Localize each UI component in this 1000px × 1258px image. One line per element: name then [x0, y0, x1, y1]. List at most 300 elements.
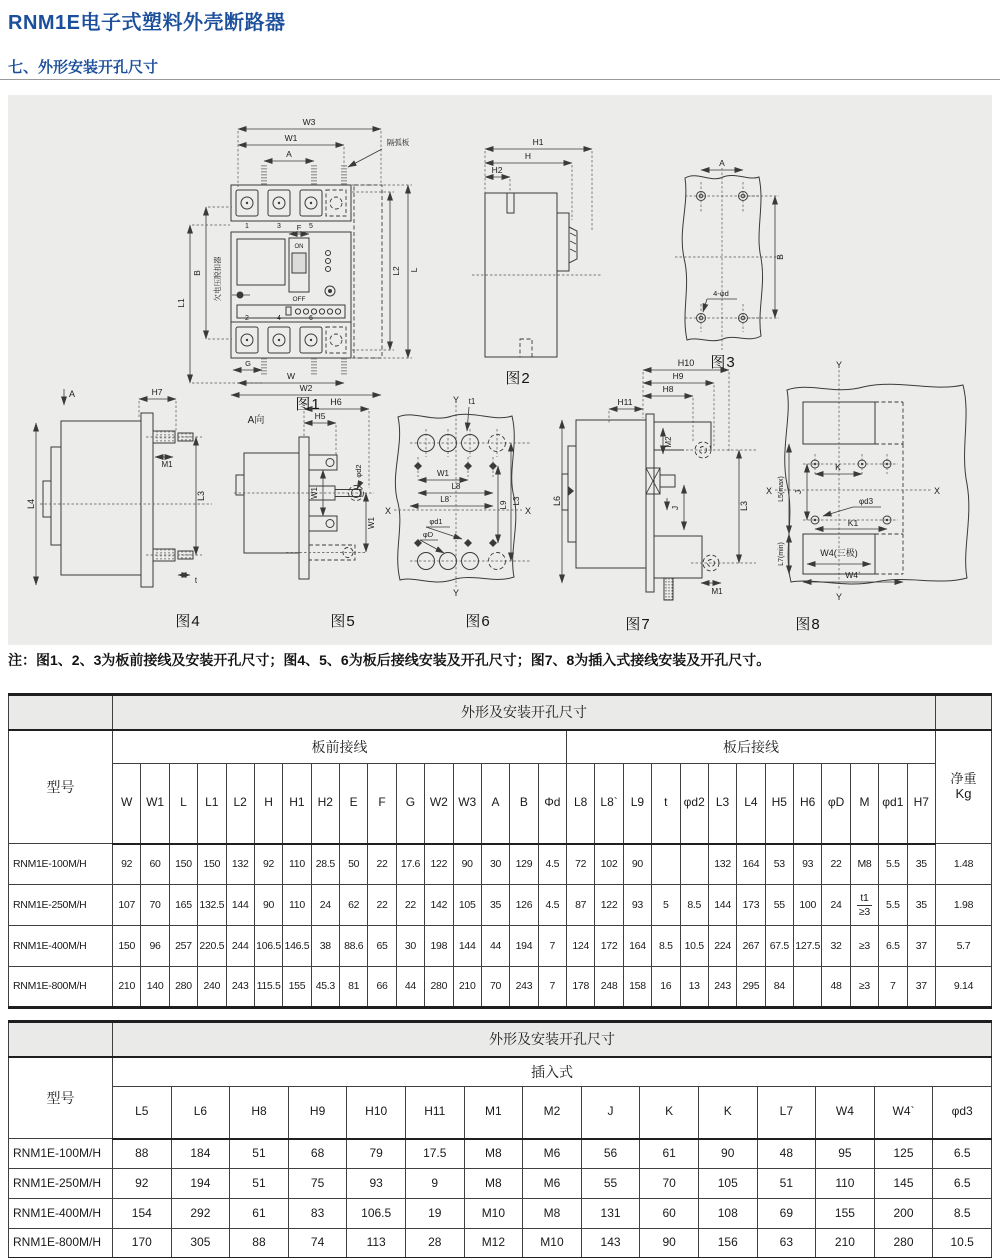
dim-label: H — [524, 151, 532, 161]
dim-value: 22 — [368, 885, 396, 926]
table2-title-row — [9, 1022, 992, 1057]
dim-label: A — [286, 149, 292, 159]
table1-title: 外形及安装开孔尺寸 — [113, 695, 936, 730]
model-name: RNM1E-400M/H — [9, 1199, 113, 1229]
dim-value: 107 — [113, 885, 141, 926]
dim-label: W4(三极) — [820, 548, 858, 558]
dim-label: J — [670, 505, 680, 511]
column-header: G — [396, 764, 424, 844]
figure-6-caption: 图6 — [465, 613, 491, 630]
column-header: H10 — [347, 1087, 406, 1139]
model-name: RNM1E-100M/H — [9, 1139, 113, 1169]
column-header: K — [640, 1087, 699, 1139]
dim-value: 32 — [822, 926, 850, 967]
dim-value: 92 — [113, 1169, 172, 1199]
dim-value: M6 — [523, 1139, 582, 1169]
column-header: φd3 — [933, 1087, 992, 1139]
column-header: W4 — [816, 1087, 875, 1139]
model-name: RNM1E-800M/H — [9, 967, 113, 1008]
dim-value: 122 — [595, 885, 623, 926]
column-header: H8 — [230, 1087, 289, 1139]
dimension-table-front-rear — [8, 693, 992, 1009]
dim-value: M6 — [523, 1169, 582, 1199]
group-rear-wiring: 板后接线 — [567, 730, 936, 764]
dim-value: 55 — [765, 885, 793, 926]
dim-value: 9 — [405, 1169, 464, 1199]
dim-value: 4.5 — [538, 844, 566, 885]
column-header: H7 — [907, 764, 936, 844]
column-header: M1 — [464, 1087, 523, 1139]
view-label: A向 — [247, 415, 265, 426]
dim-label: L3 — [196, 490, 206, 502]
dim-label: W1 — [437, 469, 449, 478]
axis-label: X — [524, 506, 532, 516]
dim-label: L7(min) — [778, 542, 785, 566]
drawing-panel — [8, 95, 992, 645]
dim-label: M1 — [161, 460, 173, 469]
dim-value: M8 — [523, 1199, 582, 1229]
dim-value: 93 — [794, 844, 822, 885]
weight-value: 1.48 — [936, 844, 992, 885]
dim-value: 35 — [907, 885, 936, 926]
dim-value: 110 — [816, 1169, 875, 1199]
dim-value: 79 — [347, 1139, 406, 1169]
corner-blank-right — [936, 695, 992, 730]
data-row — [9, 1139, 992, 1169]
dim-value: 144 — [226, 885, 254, 926]
dim-value: 8.5 — [680, 885, 708, 926]
dim-value: 35 — [481, 885, 509, 926]
weight-label-line2: Kg — [955, 785, 972, 801]
table1-body — [9, 844, 992, 1008]
dim-value: 70 — [640, 1169, 699, 1199]
dim-value: 16 — [652, 967, 680, 1008]
table2-body — [9, 1139, 992, 1258]
divider-line — [0, 79, 1000, 80]
dim-value: 295 — [737, 967, 765, 1008]
dim-value: 131 — [581, 1199, 640, 1229]
dim-value: 65 — [368, 926, 396, 967]
hole-callout: φd3 — [858, 497, 874, 506]
dim-value: 173 — [737, 885, 765, 926]
model-name: RNM1E-100M/H — [9, 844, 113, 885]
dim-value: 248 — [595, 967, 623, 1008]
dim-value — [794, 967, 822, 1008]
dim-value: 37 — [907, 926, 936, 967]
dim-value: 150 — [198, 844, 226, 885]
figure-3-drawing — [663, 150, 793, 375]
dim-value: 280 — [169, 967, 197, 1008]
model-name: RNM1E-800M/H — [9, 1229, 113, 1258]
dim-label: B — [775, 254, 785, 260]
dim-label: L6 — [552, 495, 562, 507]
dim-value: 45.3 — [311, 967, 339, 1008]
dim-value: 194 — [510, 926, 538, 967]
dim-value: 51 — [230, 1139, 289, 1169]
corner-blank — [9, 1022, 113, 1057]
model-column-header: 型号 — [9, 730, 113, 844]
dim-value: 126 — [510, 885, 538, 926]
dim-value: 60 — [141, 844, 169, 885]
dim-label: φd2 — [354, 464, 363, 478]
dim-value: 5.5 — [879, 885, 907, 926]
dim-value: 90 — [698, 1139, 757, 1169]
weight-value: 5.7 — [936, 926, 992, 967]
dim-label: H7 — [151, 387, 163, 397]
column-header: L5 — [113, 1087, 172, 1139]
dim-value: 72 — [567, 844, 595, 885]
dim-value: 155 — [816, 1199, 875, 1229]
dim-label: J — [793, 489, 803, 495]
dim-label: t1 — [468, 397, 476, 406]
model-name: RNM1E-400M/H — [9, 926, 113, 967]
dim-label: A — [719, 158, 725, 168]
column-header: L — [169, 764, 197, 844]
column-header: B — [510, 764, 538, 844]
dim-label: L5(max) — [778, 476, 785, 502]
dim-value: 292 — [171, 1199, 230, 1229]
dim-value: 92 — [113, 844, 141, 885]
dim-value: 144 — [453, 926, 481, 967]
dim-value: 140 — [141, 967, 169, 1008]
dim-value: 155 — [283, 967, 311, 1008]
table1-column-letters — [9, 764, 992, 844]
weight-column-header — [936, 730, 992, 844]
dim-value: 6.5 — [933, 1169, 992, 1199]
pole-number: 2 — [245, 315, 249, 322]
dim-value: 7 — [538, 967, 566, 1008]
dim-label: W1 — [284, 133, 298, 143]
axis-label: X — [384, 506, 392, 516]
figure-3-caption: 图3 — [710, 354, 736, 371]
dim-value: 83 — [288, 1199, 347, 1229]
dim-value: 28 — [405, 1229, 464, 1258]
dim-value: 4.5 — [538, 885, 566, 926]
dim-label: M1 — [711, 587, 723, 596]
dim-value: 90 — [640, 1229, 699, 1258]
column-header: Φd — [538, 764, 566, 844]
dim-value: 132 — [708, 844, 736, 885]
dim-value: M10 — [523, 1229, 582, 1258]
table2-column-letters — [9, 1087, 992, 1139]
dim-value: 6.5 — [933, 1139, 992, 1169]
page-title: RNM1E电子式塑料外壳断路器 — [8, 12, 286, 34]
column-header: L8` — [595, 764, 623, 844]
off-label: OFF — [292, 296, 306, 303]
dim-value: 61 — [640, 1139, 699, 1169]
figure-5-caption: 图5 — [330, 613, 356, 630]
figure-5-drawing — [226, 393, 376, 598]
dim-value: 194 — [171, 1169, 230, 1199]
hole-callout: φd1 — [429, 517, 443, 526]
dim-label: H6 — [330, 397, 342, 407]
dim-value: 280 — [425, 967, 453, 1008]
dim-value: 38 — [311, 926, 339, 967]
column-header: L2 — [226, 764, 254, 844]
dim-value: 210 — [113, 967, 141, 1008]
column-header: K — [698, 1087, 757, 1139]
table2-group-row — [9, 1057, 992, 1087]
dim-value: 257 — [169, 926, 197, 967]
dim-value: 132 — [226, 844, 254, 885]
figure-6-drawing — [380, 393, 545, 598]
dim-value: 48 — [822, 967, 850, 1008]
dim-value: 172 — [595, 926, 623, 967]
dim-value — [652, 844, 680, 885]
dim-value: 19 — [405, 1199, 464, 1229]
column-header: φd1 — [879, 764, 907, 844]
dim-value: 66 — [368, 967, 396, 1008]
column-header: A — [481, 764, 509, 844]
pole-number: 4 — [277, 315, 281, 322]
dim-value: 44 — [396, 967, 424, 1008]
data-row — [9, 1199, 992, 1229]
dim-label: H8 — [662, 384, 674, 394]
weight-value: 1.98 — [936, 885, 992, 926]
figure-4-caption: 图4 — [175, 613, 201, 630]
dim-value — [680, 844, 708, 885]
dim-label: W1 — [367, 517, 376, 529]
dim-value: 146.5 — [283, 926, 311, 967]
dim-label: H9 — [672, 371, 684, 381]
dim-label: K1 — [847, 518, 859, 528]
dim-value: 53 — [765, 844, 793, 885]
figure-7-drawing — [551, 358, 766, 603]
dim-label: L9 — [499, 500, 508, 510]
dim-value: ≥3 — [850, 926, 878, 967]
dim-value: 110 — [283, 844, 311, 885]
dim-value: M8 — [464, 1139, 523, 1169]
on-label: ON — [294, 244, 304, 250]
dim-label: H1 — [532, 137, 544, 147]
dim-value: 145 — [874, 1169, 933, 1199]
figure-7-caption: 图7 — [625, 616, 651, 633]
dim-label: L — [409, 267, 419, 273]
dim-value: 7 — [879, 967, 907, 1008]
dim-label: W4` — [845, 570, 861, 580]
dim-value: 93 — [347, 1169, 406, 1199]
pole-number: 5 — [309, 223, 313, 230]
dim-value: 44 — [481, 926, 509, 967]
dim-value: 184 — [171, 1139, 230, 1169]
column-header: H5 — [765, 764, 793, 844]
dim-value: 115.5 — [254, 967, 282, 1008]
dim-value: 156 — [698, 1229, 757, 1258]
dim-value: 90 — [623, 844, 651, 885]
column-header: L3 — [708, 764, 736, 844]
dim-value: 244 — [226, 926, 254, 967]
dim-value: 62 — [340, 885, 368, 926]
data-row — [9, 885, 992, 926]
dim-value: 5 — [652, 885, 680, 926]
section-title: 七、外形安装开孔尺寸 — [8, 59, 159, 76]
dim-value: 92 — [254, 844, 282, 885]
dim-value: 210 — [453, 967, 481, 1008]
dim-label: t — [194, 576, 198, 585]
figure-8-drawing — [763, 358, 998, 603]
dim-value: 102 — [595, 844, 623, 885]
dim-value: 22 — [822, 844, 850, 885]
weight-label-line1: 净重 — [950, 770, 977, 786]
data-row — [9, 926, 992, 967]
group-plugin: 插入式 — [113, 1057, 992, 1087]
column-header: H — [254, 764, 282, 844]
dimension-table-plugin — [8, 1020, 992, 1258]
dim-value: 74 — [288, 1229, 347, 1258]
dim-value: 37 — [907, 967, 936, 1008]
figure-2-caption: 图2 — [505, 370, 531, 387]
table2-title: 外形及安装开孔尺寸 — [113, 1022, 992, 1057]
dim-value: 150 — [113, 926, 141, 967]
axis-label: Y — [835, 360, 843, 370]
dim-value: 30 — [396, 926, 424, 967]
dim-label: L2 — [391, 266, 401, 276]
dim-value: 105 — [698, 1169, 757, 1199]
dim-label: H11 — [617, 397, 633, 407]
dim-value: 70 — [141, 885, 169, 926]
dim-value: 280 — [874, 1229, 933, 1258]
dim-value: 70 — [481, 967, 509, 1008]
dim-label: W2 — [299, 383, 313, 393]
dim-value: 55 — [581, 1169, 640, 1199]
column-header: φD — [822, 764, 850, 844]
dim-value: 164 — [737, 844, 765, 885]
axis-label: Y — [452, 588, 460, 598]
dim-value: 158 — [623, 967, 651, 1008]
dim-label: H10 — [677, 358, 695, 368]
dim-label: L8 — [451, 482, 461, 491]
dim-label: H2 — [491, 165, 503, 175]
column-header: F — [368, 764, 396, 844]
dim-value: 88.6 — [340, 926, 368, 967]
column-header: W2 — [425, 764, 453, 844]
axis-label: Y — [835, 592, 843, 602]
column-header: H2 — [311, 764, 339, 844]
column-header: H11 — [405, 1087, 464, 1139]
dim-value: 68 — [288, 1139, 347, 1169]
column-header: t — [652, 764, 680, 844]
dim-value: 124 — [567, 926, 595, 967]
dim-value: 127.5 — [794, 926, 822, 967]
figure-8-caption: 图8 — [795, 616, 821, 633]
data-row — [9, 967, 992, 1008]
dim-value: 267 — [737, 926, 765, 967]
dim-value: 129 — [510, 844, 538, 885]
column-header: φd2 — [680, 764, 708, 844]
dim-value: 69 — [757, 1199, 816, 1229]
column-header: H1 — [283, 764, 311, 844]
dim-value: 81 — [340, 967, 368, 1008]
weight-value: 9.14 — [936, 967, 992, 1008]
dim-value: 154 — [113, 1199, 172, 1229]
dim-value: 51 — [230, 1169, 289, 1199]
dim-label: K — [835, 462, 841, 472]
dim-value: 90 — [254, 885, 282, 926]
dim-value: 144 — [708, 885, 736, 926]
dim-value: 28.5 — [311, 844, 339, 885]
column-header: W3 — [453, 764, 481, 844]
dim-value: 87 — [567, 885, 595, 926]
dim-value: 7 — [538, 926, 566, 967]
dim-label: L8` — [440, 495, 452, 504]
axis-label: X — [933, 486, 941, 496]
dim-value: 243 — [708, 967, 736, 1008]
dim-value: 88 — [113, 1139, 172, 1169]
column-header: J — [581, 1087, 640, 1139]
model-name: RNM1E-250M/H — [9, 1169, 113, 1199]
table1-group-row — [9, 730, 992, 764]
dim-value: 60 — [640, 1199, 699, 1229]
figure-4-drawing — [26, 383, 221, 598]
dim-value: 125 — [874, 1139, 933, 1169]
dim-value: 220.5 — [198, 926, 226, 967]
dim-value: 142 — [425, 885, 453, 926]
dim-value: 113 — [347, 1229, 406, 1258]
dim-value: 17.6 — [396, 844, 424, 885]
dim-value: 178 — [567, 967, 595, 1008]
column-header: E — [340, 764, 368, 844]
dim-value: M10 — [464, 1199, 523, 1229]
column-header: W — [113, 764, 141, 844]
column-header: W1 — [141, 764, 169, 844]
note-text: 注：图1、2、3为板前接线及安装开孔尺寸；图4、5、6为板后接线安装及开孔尺寸；图7、8为插入式接线安装及开孔尺寸。 — [8, 652, 771, 668]
model-name: RNM1E-250M/H — [9, 885, 113, 926]
dim-value: 61 — [230, 1199, 289, 1229]
dim-label: H5 — [314, 411, 326, 421]
dim-value: 75 — [288, 1169, 347, 1199]
column-header: L4 — [737, 764, 765, 844]
dim-value: 224 — [708, 926, 736, 967]
dim-label: F — [296, 223, 302, 232]
dim-value: 10.5 — [933, 1229, 992, 1258]
corner-blank — [9, 695, 113, 730]
dim-value: 5.5 — [879, 844, 907, 885]
dim-value: 8.5 — [652, 926, 680, 967]
data-row — [9, 1169, 992, 1199]
dim-label: M2 — [664, 436, 673, 448]
dim-value: 110 — [283, 885, 311, 926]
dim-value: 6.5 — [879, 926, 907, 967]
dim-label: G — [245, 359, 251, 368]
dim-label: L1 — [176, 298, 186, 308]
dim-value: 56 — [581, 1139, 640, 1169]
dim-value: 67.5 — [765, 926, 793, 967]
dim-label: W3 — [302, 117, 316, 127]
pole-number: 1 — [245, 223, 249, 230]
figure-1-drawing — [176, 107, 426, 402]
data-row — [9, 1229, 992, 1258]
dim-value: 106.5 — [347, 1199, 406, 1229]
dim-value: 106.5 — [254, 926, 282, 967]
dim-value: 96 — [141, 926, 169, 967]
dim-value: 108 — [698, 1199, 757, 1229]
dim-value: M8 — [464, 1169, 523, 1199]
column-header: L8 — [567, 764, 595, 844]
dim-value: 165 — [169, 885, 197, 926]
dim-value: M8 — [850, 844, 878, 885]
dim-value: 210 — [816, 1229, 875, 1258]
dim-value: 305 — [171, 1229, 230, 1258]
hole-callout: 4-φd — [713, 289, 729, 298]
column-header: M — [850, 764, 878, 844]
dim-value: ≥3 — [850, 967, 878, 1008]
dim-value: 84 — [765, 967, 793, 1008]
dim-value: 93 — [623, 885, 651, 926]
column-header: W4` — [874, 1087, 933, 1139]
dim-value: 30 — [481, 844, 509, 885]
view-arrow-label: A — [68, 389, 76, 399]
dim-value: 13 — [680, 967, 708, 1008]
